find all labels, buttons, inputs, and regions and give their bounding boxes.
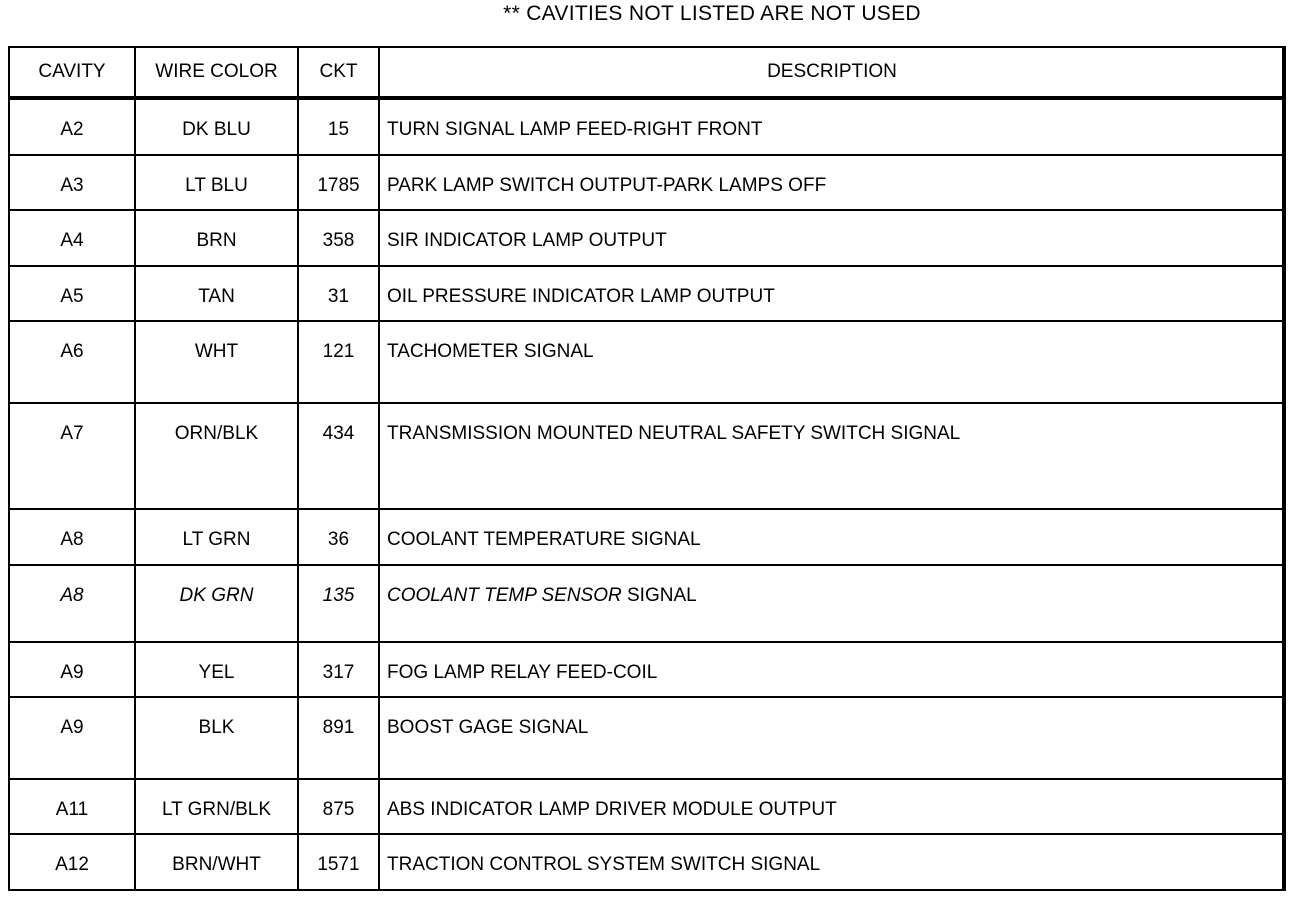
wire-color-cell: LT GRN/BLK — [135, 779, 298, 835]
table-row — [9, 779, 1285, 835]
ckt-cell: 15 — [298, 98, 379, 155]
wire-color-cell: DK GRN — [135, 565, 298, 642]
cavity-cell: A6 — [9, 321, 135, 402]
table-row — [9, 565, 1285, 642]
description-italic-part: COOLANT TEMP SENSOR — [387, 584, 622, 606]
connector-pinout-table-frame — [8, 46, 1284, 891]
table-row — [9, 155, 1285, 211]
cavity-cell: A9 — [9, 642, 135, 698]
cavity-cell: A12 — [9, 834, 135, 890]
table-row — [9, 98, 1285, 155]
cavity-cell: A4 — [9, 210, 135, 266]
header-cavity: CAVITY — [9, 47, 135, 98]
description-cell: SIR INDICATOR LAMP OUTPUT — [379, 210, 1285, 266]
description-cell: TURN SIGNAL LAMP FEED-RIGHT FRONT — [379, 98, 1285, 155]
ckt-cell: 317 — [298, 642, 379, 698]
wire-color-cell: YEL — [135, 642, 298, 698]
cavity-cell: A8 — [9, 565, 135, 642]
table-row — [9, 210, 1285, 266]
cavities-note: ** CAVITIES NOT LISTED ARE NOT USED — [503, 2, 921, 25]
cavity-cell: A7 — [9, 403, 135, 509]
wire-color-cell: LT GRN — [135, 509, 298, 565]
cavity-cell: A11 — [9, 779, 135, 835]
ckt-cell: 891 — [298, 697, 379, 778]
cavity-cell: A5 — [9, 266, 135, 322]
cavity-cell: A3 — [9, 155, 135, 211]
table-row — [9, 266, 1285, 322]
wire-color-cell: BLK — [135, 697, 298, 778]
wire-color-cell: DK BLU — [135, 98, 298, 155]
header-description: DESCRIPTION — [379, 47, 1285, 98]
table-row — [9, 321, 1285, 402]
ckt-cell: 1571 — [298, 834, 379, 890]
cavity-cell: A8 — [9, 509, 135, 565]
ckt-cell: 135 — [298, 565, 379, 642]
description-cell: BOOST GAGE SIGNAL — [379, 697, 1285, 778]
description-cell: OIL PRESSURE INDICATOR LAMP OUTPUT — [379, 266, 1285, 322]
ckt-cell: 31 — [298, 266, 379, 322]
description-cell — [379, 565, 1285, 642]
description-cell: TRACTION CONTROL SYSTEM SWITCH SIGNAL — [379, 834, 1285, 890]
table-row — [9, 697, 1285, 778]
connector-pinout-table — [8, 46, 1286, 891]
description-cell: COOLANT TEMPERATURE SIGNAL — [379, 509, 1285, 565]
header-wire-color: WIRE COLOR — [135, 47, 298, 98]
wire-color-cell: WHT — [135, 321, 298, 402]
table-row — [9, 642, 1285, 698]
wire-color-cell: TAN — [135, 266, 298, 322]
ckt-cell: 36 — [298, 509, 379, 565]
wire-color-cell: BRN/WHT — [135, 834, 298, 890]
table-row — [9, 403, 1285, 509]
header-row — [9, 47, 1285, 98]
description-cell: TACHOMETER SIGNAL — [379, 321, 1285, 402]
ckt-cell: 434 — [298, 403, 379, 509]
table-row — [9, 509, 1285, 565]
table-row — [9, 834, 1285, 890]
description-cell: ABS INDICATOR LAMP DRIVER MODULE OUTPUT — [379, 779, 1285, 835]
ckt-cell: 1785 — [298, 155, 379, 211]
wire-color-cell: LT BLU — [135, 155, 298, 211]
wire-color-cell: ORN/BLK — [135, 403, 298, 509]
description-rest-part: SIGNAL — [621, 584, 697, 606]
description-cell: PARK LAMP SWITCH OUTPUT-PARK LAMPS OFF — [379, 155, 1285, 211]
cavity-cell: A2 — [9, 98, 135, 155]
header-ckt: CKT — [298, 47, 379, 98]
description-cell: TRANSMISSION MOUNTED NEUTRAL SAFETY SWITCH SIGNAL — [379, 403, 1285, 509]
ckt-cell: 358 — [298, 210, 379, 266]
cavity-cell: A9 — [9, 697, 135, 778]
ckt-cell: 875 — [298, 779, 379, 835]
wire-color-cell: BRN — [135, 210, 298, 266]
ckt-cell: 121 — [298, 321, 379, 402]
description-cell: FOG LAMP RELAY FEED-COIL — [379, 642, 1285, 698]
